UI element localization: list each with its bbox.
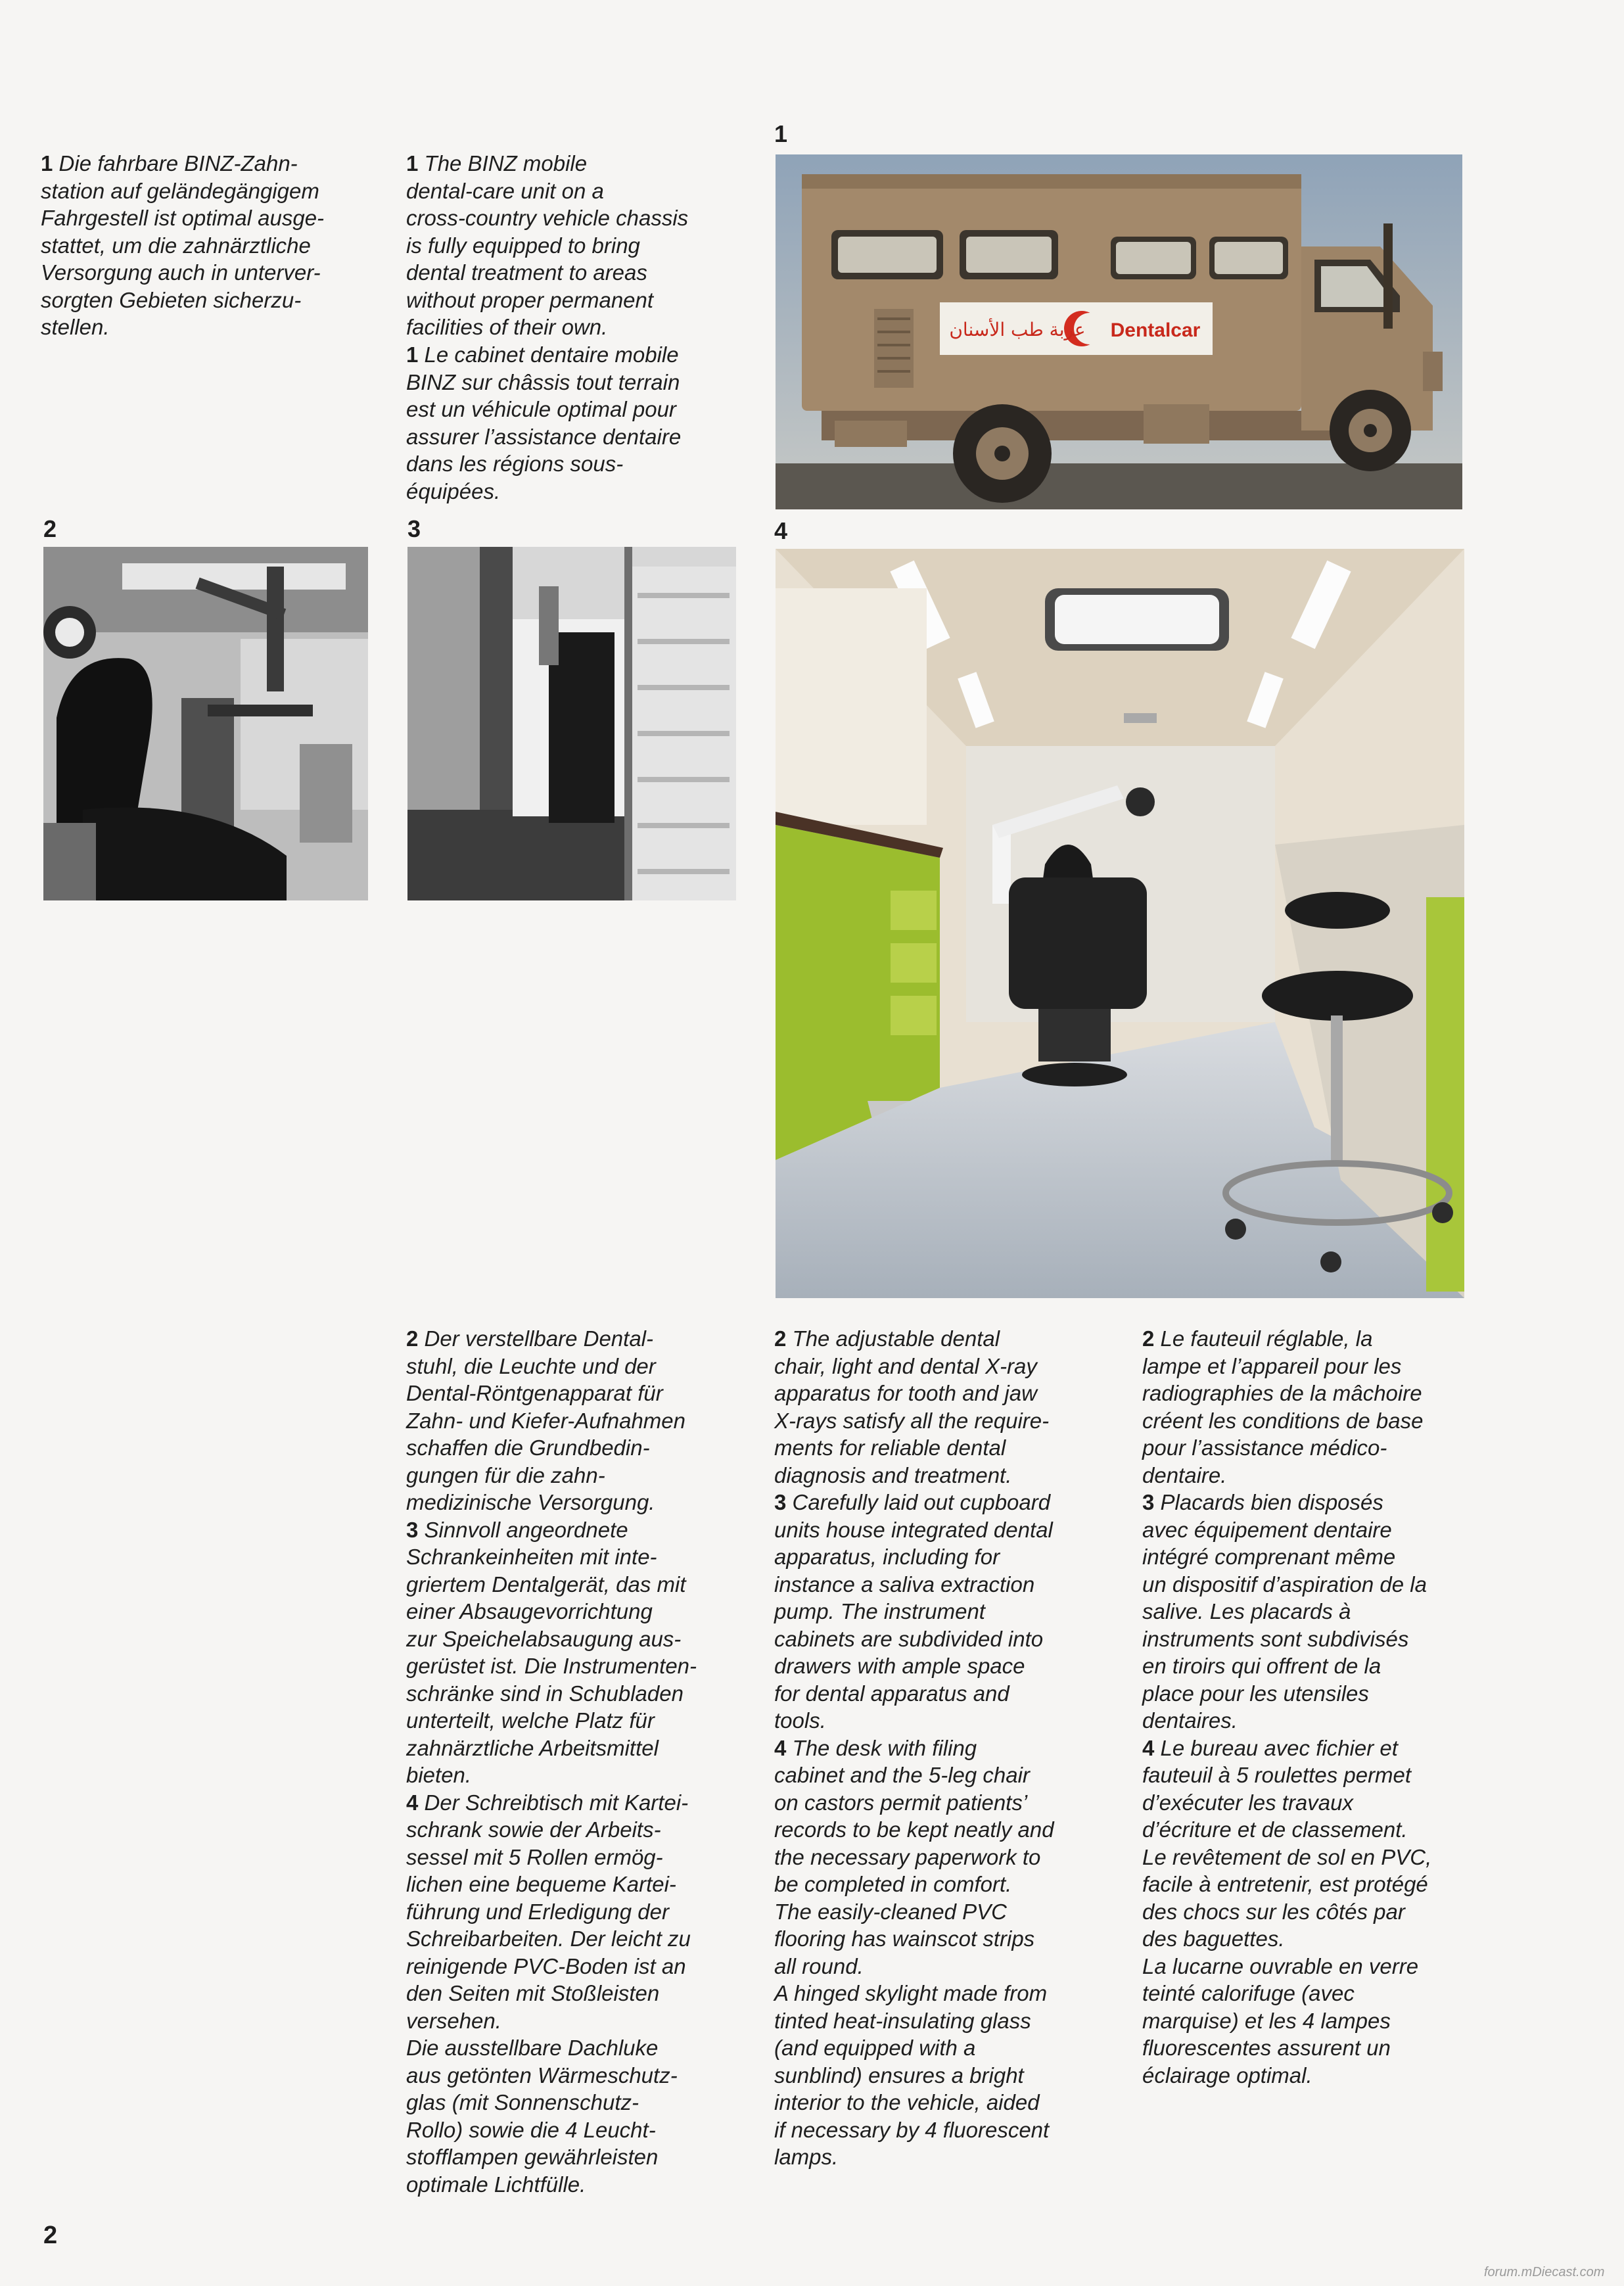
photo-dental-chair xyxy=(43,547,368,900)
caption-number: 4 xyxy=(406,1790,419,1815)
caption-number: 3 xyxy=(406,1517,419,1542)
caption-number: 2 xyxy=(774,1326,787,1351)
photo-2-label: 2 xyxy=(43,515,57,542)
caption-number: 2 xyxy=(1142,1326,1155,1351)
photo-truck xyxy=(776,154,1462,509)
caption-number: 1 xyxy=(41,151,53,175)
photo-4-label: 4 xyxy=(774,517,788,544)
caption-1-german xyxy=(41,150,383,341)
caption-1-french xyxy=(406,341,761,505)
caption-1-english xyxy=(406,150,761,341)
column-french xyxy=(1142,1325,1510,2089)
caption-text: Carefully laid out cupboard units house integrated dental apparatus, including for instance a saliva extraction pump. The instrument cabinets are subdivided into drawers with ample space for dental apparatus and tools. xyxy=(774,1490,1053,1733)
caption-text: The BINZ mobile dental-care unit on a cross-country vehicle chassis is fully equipped to bring dental treatment to areas without proper permanent facilities of their own. xyxy=(406,151,689,339)
column-english xyxy=(774,1325,1129,2171)
caption-text: Placards bien disposés avec équipement dentaire intégré comprenant même un dispositif d’aspiration de la salive. Les placards à instruments sont subdivisés en tiroirs qui offrent de la place pour les utensiles dentaires. xyxy=(1142,1490,1427,1733)
caption-text: Sinnvoll angeordnete Schrankeinheiten mit inte- griertem Dentalgerät, das mit einer Absaugevorrichtung zur Speichelabsaugung aus- gerüstet ist. Die Instrumenten- schränke sind in Schubladen unterteilt, welche Platz für zahnärztliche Arbeitsmittel bieten. xyxy=(406,1517,697,1787)
caption-number: 3 xyxy=(774,1490,787,1514)
caption-text: Die fahrbare BINZ-Zahn- station auf geländegängigem Fahrgestell ist optimal ausge- stattet, um die zahnärztliche Versorgung auch in unterver- sorgten Gebieten sicherzu- stellen. xyxy=(41,151,325,339)
watermark: forum.mDiecast.com xyxy=(1484,2265,1605,2279)
sign-arabic-text: عربة طب الأسنان xyxy=(949,319,1086,340)
caption-text: Le fauteuil réglable, la lampe et l’appareil pour les radiographies de la mâchoire créent les conditions de base pour l’assistance médico- dentaire. xyxy=(1142,1326,1424,1487)
caption-text: Der Schreibtisch mit Kartei- schrank sowie der Arbeits- sessel mit 5 Rollen ermög- lichen eine bequeme Kartei- führung und Erledigung der Schreibarbeiten. Der leicht zu reinigende PVC-Boden ist an den Seiten mit Stoßleisten versehen. Die ausstellbare Dachluke aus getönten Wärmeschutz- glas (mit Sonnenschutz- Rollo) sowie die 4 Leucht- stofflampen gewährleisten optimale Lichtfülle. xyxy=(406,1790,691,2197)
photo-1-label: 1 xyxy=(774,120,788,147)
caption-text: Der verstellbare Dental- stuhl, die Leuchte und der Dental-Röntgenapparat für Zahn- und Kiefer-Aufnahmen schaffen die Grundbedin- gungen für die zahn- medizinische Versorgung. xyxy=(406,1326,685,1514)
caption-number: 1 xyxy=(406,151,419,175)
page-number: 2 xyxy=(43,2222,58,2249)
caption-number: 2 xyxy=(406,1326,419,1351)
caption-text: Le bureau avec fichier et fauteuil à 5 roulettes permet d’exécuter les travaux d’écriture et de classement. Le revêtement de sol en PVC, facile à entretenir, est protégé des chocs sur les côtés par des baguettes. La lucarne ouvrable en verre teinté calorifuge (avec marquise) et les 4 lampes fluorescentes assurent un éclairage optimal. xyxy=(1142,1735,1432,2088)
caption-text: Le cabinet dentaire mobile BINZ sur châssis tout terrain est un véhicule optimal pour assurer l’assistance dentaire dans les régions sous- équipées. xyxy=(406,342,682,503)
caption-number: 1 xyxy=(406,342,419,367)
caption-text: The desk with filing cabinet and the 5-leg chair on castors permit patients’ records to be kept neatly and the necessary paperwork to be completed in comfort. The easily-cleaned PVC flooring has wainscot strips all round. A hinged skylight made from tinted heat-insulating glass (and equipped with a sunblind) ensures a bright interior to the vehicle, aided if necessary by 4 fluorescent lamps. xyxy=(774,1735,1054,2169)
caption-number: 3 xyxy=(1142,1490,1155,1514)
photo-cupboards xyxy=(407,547,736,900)
caption-text: The adjustable dental chair, light and dental X-ray apparatus for tooth and jaw X-rays satisfy all the require- ments for reliable dental diagnosis and treatment. xyxy=(774,1326,1050,1487)
photo-interior xyxy=(776,549,1464,1298)
column-german xyxy=(406,1325,761,2198)
photo-3-label: 3 xyxy=(407,515,421,542)
caption-number: 4 xyxy=(1142,1735,1155,1760)
caption-number: 4 xyxy=(774,1735,787,1760)
sign-brand-text: Dentalcar xyxy=(1110,319,1201,341)
